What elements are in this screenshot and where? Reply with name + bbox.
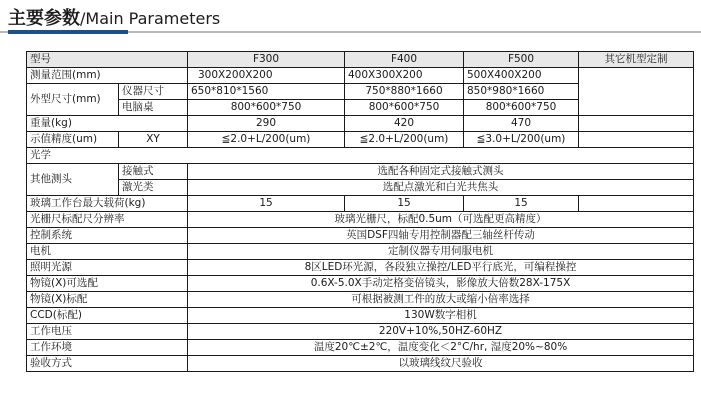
control-value: 英国DSF四轴专用控制器配三轴丝杆传动	[188, 228, 694, 244]
model-label: 型号	[27, 52, 188, 68]
table-row	[27, 68, 694, 84]
table-row	[27, 148, 694, 164]
accuracy-f300: ≦2.0+L/200(um)	[188, 132, 345, 148]
accuracy-f400: ≦2.0+L/200(um)	[345, 132, 464, 148]
voltage-label: 工作电压	[27, 324, 188, 340]
weight-label: 重量(kg)	[27, 116, 188, 132]
parameter-table	[26, 51, 694, 372]
inspection-value: 以玻璃线纹尺验收	[188, 356, 694, 372]
grating-label: 光栅尺标配尺分辨率	[27, 212, 188, 228]
table-row	[27, 212, 694, 228]
range-label: 测量范围(mm)	[27, 68, 188, 84]
motor-label: 电机	[27, 244, 188, 260]
lens-opt-label: 物镜(X)可选配	[27, 276, 188, 292]
dims-label: 外型尺寸(mm)	[27, 84, 119, 116]
model-f300: F300	[188, 52, 345, 68]
table-row	[27, 228, 694, 244]
range-f300: 300X200X200	[188, 68, 345, 84]
dims-f300-1: 650*810*1560	[188, 84, 345, 100]
title-accent-bar	[8, 30, 128, 34]
table-row	[27, 180, 694, 196]
model-f500: F500	[464, 52, 579, 68]
lens-opt-value: 0.6X-5.0X手动定格变倍镜头，影像放大倍数28X-175X	[188, 276, 694, 292]
title-cn: 主要参数	[8, 8, 80, 29]
table-row	[27, 116, 694, 132]
table-row	[27, 276, 694, 292]
dims-f300-2: 800*600*750	[188, 100, 345, 116]
dims-sub1: 仪器尺寸	[119, 84, 188, 100]
weight-f400: 420	[345, 116, 464, 132]
title-en: /Main Parameters	[80, 9, 221, 28]
model-f400: F400	[345, 52, 464, 68]
table-row	[27, 196, 694, 212]
lens-std-label: 物镜(X)标配	[27, 292, 188, 308]
table-row	[27, 324, 694, 340]
accuracy-f500: ≦3.0+L/200(um)	[464, 132, 579, 148]
table-row	[27, 308, 694, 324]
range-f500: 500X400X200	[464, 68, 579, 84]
dims-f500-1: 850*980*1660	[464, 84, 579, 100]
load-f500: 15	[464, 196, 579, 212]
table-row	[27, 244, 694, 260]
accuracy-label2: 光学	[27, 148, 694, 164]
model-custom: 其它机型定制	[579, 52, 694, 68]
table-row	[27, 340, 694, 356]
table-row	[27, 132, 694, 148]
custom-blank	[579, 68, 694, 116]
table-row	[27, 356, 694, 372]
table-row	[27, 260, 694, 276]
accuracy-label: 示值精度(um)	[27, 132, 119, 148]
control-label: 控制系统	[27, 228, 188, 244]
ccd-label: CCD(标配)	[27, 308, 188, 324]
dims-f400-1: 750*880*1660	[345, 84, 464, 100]
table-row	[27, 164, 694, 180]
range-f400: 400X300X200	[345, 68, 464, 84]
probe-value1: 选配各种固定式接触式测头	[188, 164, 694, 180]
voltage-value: 220V+10%,50HZ-60HZ	[188, 324, 694, 340]
probe-sub2: 激光类	[119, 180, 188, 196]
env-value: 温度20℃±2℃，温度变化＜2°C/hr, 湿度20%~80%	[188, 340, 694, 356]
probe-sub1: 接触式	[119, 164, 188, 180]
accuracy-sub: XY	[119, 132, 188, 148]
table-header-row	[27, 52, 694, 68]
load-f300: 15	[188, 196, 345, 212]
probe-label: 其他测头	[27, 164, 119, 196]
dims-f400-2: 800*600*750	[345, 100, 464, 116]
lens-std-value: 可根据被测工件的放大或缩小倍率选择	[188, 292, 694, 308]
inspection-label: 验收方式	[27, 356, 188, 372]
dims-f500-2: 800*600*750	[464, 100, 579, 116]
section-title	[8, 4, 220, 30]
load-label: 玻璃工作台最大载荷(kg)	[27, 196, 188, 212]
weight-f500: 470	[464, 116, 579, 132]
probe-value2: 选配点激光和白光共焦头	[188, 180, 694, 196]
light-value: 8区LED环光源，各段独立操控/LED平行底光，可编程操控	[188, 260, 694, 276]
dims-sub2: 电脑桌	[119, 100, 188, 116]
light-label: 照明光源	[27, 260, 188, 276]
grating-value: 玻璃光栅尺，标配0.5um（可选配更高精度）	[188, 212, 694, 228]
table-row	[27, 292, 694, 308]
load-f400: 15	[345, 196, 464, 212]
section-header	[0, 0, 701, 34]
motor-value: 定制仪器专用伺服电机	[188, 244, 694, 260]
env-label: 工作环境	[27, 340, 188, 356]
weight-f300: 290	[188, 116, 345, 132]
ccd-value: 130W数字相机	[188, 308, 694, 324]
